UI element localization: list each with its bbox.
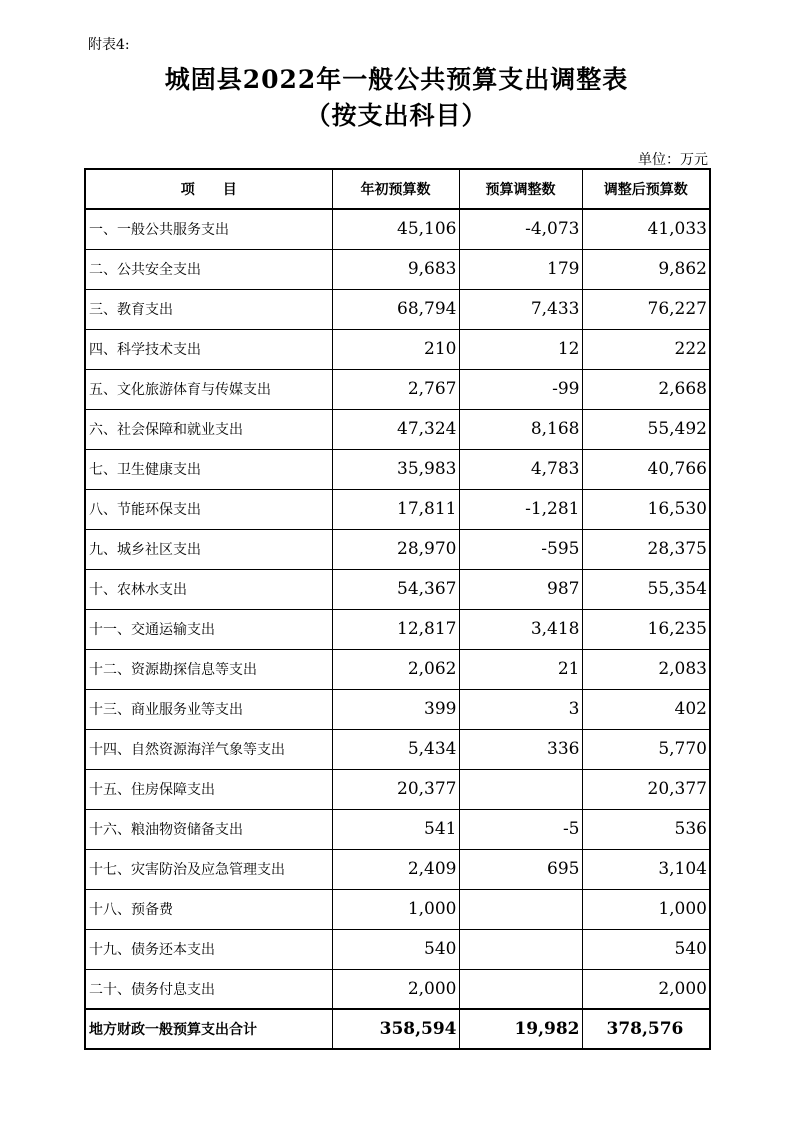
row-item-name: 二十、债务付息支出 — [85, 969, 332, 1009]
table-row — [85, 689, 710, 729]
row-adjust-value: 8,168 — [459, 409, 582, 449]
row-item-name: 十五、住房保障支出 — [85, 769, 332, 809]
row-adjust-value: 987 — [459, 569, 582, 609]
row-item-name: 二、公共安全支出 — [85, 249, 332, 289]
row-adjust-value — [459, 769, 582, 809]
row-adjusted-value: 2,000 — [582, 969, 710, 1009]
total-item-name: 地方财政一般预算支出合计 — [85, 1009, 332, 1049]
table-row — [85, 969, 710, 1009]
row-adjusted-value: 28,375 — [582, 529, 710, 569]
row-adjusted-value: 222 — [582, 329, 710, 369]
row-adjust-value: 21 — [459, 649, 582, 689]
table-row — [85, 649, 710, 689]
row-initial-value: 17,811 — [332, 489, 459, 529]
table-row — [85, 489, 710, 529]
total-adjusted-value: 378,576 — [582, 1009, 710, 1049]
table-row — [85, 609, 710, 649]
row-initial-value: 68,794 — [332, 289, 459, 329]
row-item-name: 十二、资源勘探信息等支出 — [85, 649, 332, 689]
table-row — [85, 289, 710, 329]
row-adjusted-value: 40,766 — [582, 449, 710, 489]
row-adjust-value: 12 — [459, 329, 582, 369]
header-initial: 年初预算数 — [332, 169, 459, 209]
row-item-name: 八、节能环保支出 — [85, 489, 332, 529]
total-initial-value: 358,594 — [332, 1009, 459, 1049]
row-adjusted-value: 536 — [582, 809, 710, 849]
total-adjust-value: 19,982 — [459, 1009, 582, 1049]
row-adjusted-value: 55,354 — [582, 569, 710, 609]
row-item-name: 五、文化旅游体育与传媒支出 — [85, 369, 332, 409]
row-initial-value: 210 — [332, 329, 459, 369]
row-adjust-value: -595 — [459, 529, 582, 569]
header-adjust: 预算调整数 — [459, 169, 582, 209]
row-adjusted-value: 2,083 — [582, 649, 710, 689]
row-adjust-value: -1,281 — [459, 489, 582, 529]
row-adjust-value: 4,783 — [459, 449, 582, 489]
table-row — [85, 849, 710, 889]
table-body — [85, 209, 710, 1049]
row-adjust-value: -4,073 — [459, 209, 582, 249]
row-item-name: 十六、粮油物资储备支出 — [85, 809, 332, 849]
row-adjust-value: 336 — [459, 729, 582, 769]
row-adjusted-value: 55,492 — [582, 409, 710, 449]
row-initial-value: 47,324 — [332, 409, 459, 449]
row-adjusted-value: 9,862 — [582, 249, 710, 289]
row-initial-value: 35,983 — [332, 449, 459, 489]
total-row — [85, 1009, 710, 1049]
row-adjusted-value: 76,227 — [582, 289, 710, 329]
row-item-name: 十三、商业服务业等支出 — [85, 689, 332, 729]
attachment-label: 附表4: — [88, 37, 130, 53]
row-initial-value: 2,062 — [332, 649, 459, 689]
table-row — [85, 329, 710, 369]
row-item-name: 四、科学技术支出 — [85, 329, 332, 369]
row-adjusted-value: 3,104 — [582, 849, 710, 889]
row-initial-value: 541 — [332, 809, 459, 849]
row-adjust-value: -5 — [459, 809, 582, 849]
table-row — [85, 769, 710, 809]
row-initial-value: 20,377 — [332, 769, 459, 809]
row-adjust-value — [459, 929, 582, 969]
row-adjust-value: 3,418 — [459, 609, 582, 649]
row-adjusted-value: 41,033 — [582, 209, 710, 249]
unit-label: 单位：万元 — [638, 152, 708, 168]
row-initial-value: 9,683 — [332, 249, 459, 289]
row-initial-value: 2,000 — [332, 969, 459, 1009]
table-row — [85, 249, 710, 289]
row-initial-value: 54,367 — [332, 569, 459, 609]
row-item-name: 九、城乡社区支出 — [85, 529, 332, 569]
row-item-name: 一、一般公共服务支出 — [85, 209, 332, 249]
row-initial-value: 540 — [332, 929, 459, 969]
row-item-name: 七、卫生健康支出 — [85, 449, 332, 489]
header-adjusted: 调整后预算数 — [582, 169, 710, 209]
row-initial-value: 2,767 — [332, 369, 459, 409]
row-adjusted-value: 16,530 — [582, 489, 710, 529]
row-adjust-value: 3 — [459, 689, 582, 729]
row-item-name: 十、农林水支出 — [85, 569, 332, 609]
header-item: 项 目 — [85, 169, 332, 209]
row-adjust-value — [459, 969, 582, 1009]
row-adjusted-value: 2,668 — [582, 369, 710, 409]
row-adjust-value: -99 — [459, 369, 582, 409]
row-adjusted-value: 402 — [582, 689, 710, 729]
table-row — [85, 729, 710, 769]
table-row — [85, 569, 710, 609]
row-item-name: 六、社会保障和就业支出 — [85, 409, 332, 449]
row-item-name: 十七、灾害防治及应急管理支出 — [85, 849, 332, 889]
row-item-name: 十一、交通运输支出 — [85, 609, 332, 649]
row-adjusted-value: 540 — [582, 929, 710, 969]
row-adjusted-value: 1,000 — [582, 889, 710, 929]
row-adjusted-value: 16,235 — [582, 609, 710, 649]
table-row — [85, 929, 710, 969]
row-item-name: 十八、预备费 — [85, 889, 332, 929]
row-initial-value: 1,000 — [332, 889, 459, 929]
table-row — [85, 529, 710, 569]
table-row — [85, 449, 710, 489]
row-item-name: 十九、债务还本支出 — [85, 929, 332, 969]
table-header-row — [85, 169, 710, 209]
row-initial-value: 12,817 — [332, 609, 459, 649]
row-adjust-value: 695 — [459, 849, 582, 889]
row-item-name: 十四、自然资源海洋气象等支出 — [85, 729, 332, 769]
table-row — [85, 889, 710, 929]
row-initial-value: 5,434 — [332, 729, 459, 769]
row-initial-value: 28,970 — [332, 529, 459, 569]
table-row — [85, 809, 710, 849]
table-row — [85, 209, 710, 249]
page-title: 城固县2022年一般公共预算支出调整表 — [164, 65, 629, 94]
row-initial-value: 45,106 — [332, 209, 459, 249]
row-adjust-value: 7,433 — [459, 289, 582, 329]
row-initial-value: 2,409 — [332, 849, 459, 889]
row-adjusted-value: 20,377 — [582, 769, 710, 809]
row-adjust-value — [459, 889, 582, 929]
page-subtitle: （按支出科目） — [305, 101, 488, 130]
row-initial-value: 399 — [332, 689, 459, 729]
row-item-name: 三、教育支出 — [85, 289, 332, 329]
table-row — [85, 369, 710, 409]
budget-table — [84, 168, 711, 1050]
table-row — [85, 409, 710, 449]
row-adjusted-value: 5,770 — [582, 729, 710, 769]
row-adjust-value: 179 — [459, 249, 582, 289]
